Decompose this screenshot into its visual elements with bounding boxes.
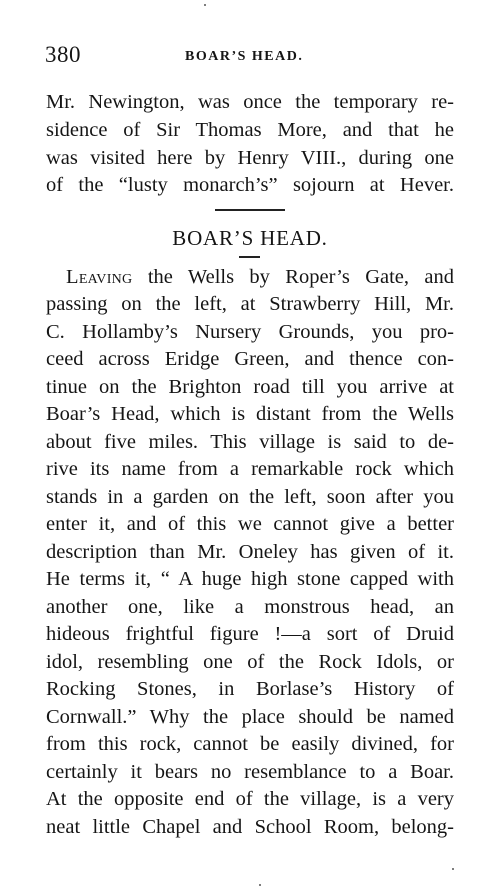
text-line: hideous frightful figure !—a sort of Druid: [46, 623, 454, 645]
text-line: rive its name from a remarkable rock which: [46, 458, 454, 480]
section-divider-rule: [215, 209, 285, 211]
running-title: BOAR’S HEAD.: [185, 49, 304, 64]
text-line: from this rock, cannot be easily divined, for: [46, 733, 454, 755]
text-line: Mr. Newington, was once the temporary re-: [46, 91, 454, 113]
running-head: [45, 42, 455, 72]
text-line: He terms it, “ A huge high stone capped with: [46, 568, 454, 590]
text-line: passing on the left, at Strawberry Hill, Mr.: [46, 293, 454, 315]
text-line: C. Hollamby’s Nursery Grounds, you pro-: [46, 321, 454, 343]
heading-underline-rule: [239, 256, 260, 258]
text-line: tinue on the Brighton road till you arrive at: [46, 376, 454, 398]
text-line: sidence of Sir Thomas More, and that he: [46, 119, 454, 141]
text-line: Boar’s Head, which is distant from the Wells: [46, 403, 454, 425]
paper-speck: [204, 4, 206, 6]
text-line: about five miles. This village is said to de-: [46, 431, 454, 453]
text-line: was visited here by Henry VIII., during one: [46, 147, 454, 169]
text-line: ceed across Eridge Green, and thence con-: [46, 348, 454, 370]
first-line-text: the Wells by Roper’s Gate, and: [132, 266, 454, 288]
text-line: another one, like a monstrous head, an: [46, 596, 454, 618]
text-line: certainly it bears no resemblance to a Boar.: [46, 761, 454, 783]
text-line: of the “lusty monarch’s” sojourn at Hever.: [46, 174, 454, 196]
text-line: Cornwall.” Why the place should be named: [46, 706, 454, 728]
first-paragraph-line: [66, 267, 454, 288]
text-line: idol, resembling one of the Rock Idols, or: [46, 651, 454, 673]
text-line: neat little Chapel and School Room, belong-: [46, 816, 454, 838]
page-number: 380: [45, 42, 81, 67]
text-line: At the opposite end of the village, is a very: [46, 788, 454, 810]
paper-speck: [259, 884, 261, 886]
text-line: description than Mr. Oneley has given of it.: [46, 541, 454, 563]
text-line: stands in a garden on the left, soon after you: [46, 486, 454, 508]
text-line: enter it, and of this we cannot give a better: [46, 513, 454, 535]
drop-small-caps-word: Leaving: [66, 266, 133, 288]
paper-speck: [452, 868, 454, 870]
text-line: Rocking Stones, in Borlase’s History of: [46, 678, 454, 700]
section-heading: BOAR’S HEAD.: [172, 226, 328, 250]
